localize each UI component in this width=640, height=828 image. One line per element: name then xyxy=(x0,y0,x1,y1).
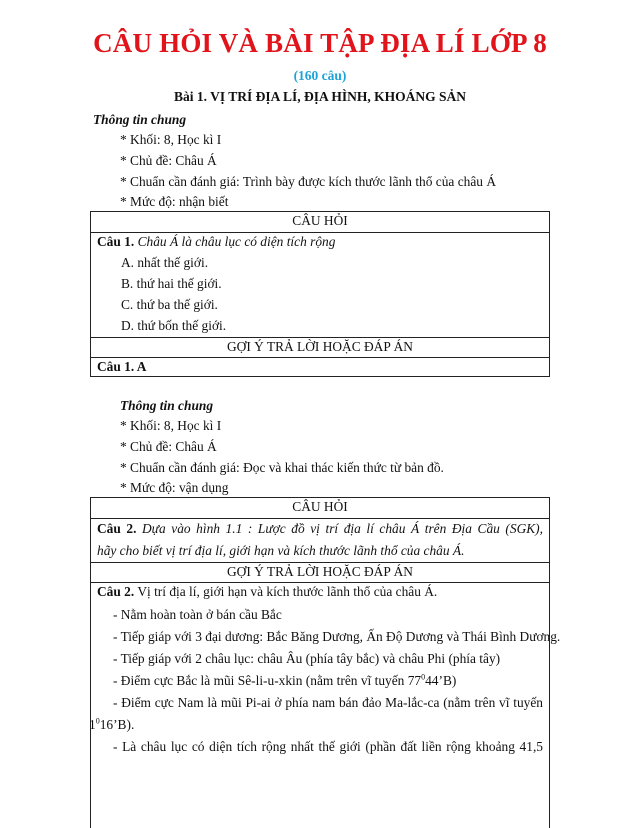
answer-label-2: Câu 2. xyxy=(97,584,135,599)
info-topic-2: * Chủ đề: Châu Á xyxy=(120,439,217,454)
option-d: D. thứ bốn thế giới. xyxy=(121,318,227,333)
question-1 xyxy=(97,233,543,251)
info-heading-2: Thông tin chung xyxy=(120,398,214,413)
question-label-1: Câu 1. xyxy=(97,234,135,249)
answer-2-intro: Câu 2. Vị trí địa lí, giới hạn và kích thước lãnh thổ của châu Á. xyxy=(97,584,438,599)
question-text-1: Châu Á là châu lục có diện tích rộng xyxy=(137,234,336,249)
option-a: A. nhất thế giới. xyxy=(121,255,209,270)
question-box-1 xyxy=(90,211,550,377)
answer-point-oceans: - Tiếp giáp với 3 đại dương: Bắc Băng Dương, Ấn Độ Dương và Thái Bình Dương. xyxy=(113,629,561,644)
question-2-line-2 xyxy=(97,542,543,560)
question-count: (160 câu) xyxy=(293,68,347,83)
answer-point-south-line-2: $1^016’B$). xyxy=(89,716,135,732)
answer-point-area: - Là châu lục có diện tích rộng nhất thế giới (phần đất liền rộng khoảng 41,5 xyxy=(113,739,543,754)
info-level-1: * Mức độ: nhận biết xyxy=(120,194,229,209)
info-grade-1: * Khối: 8, Học kì I xyxy=(120,132,222,147)
question-header-2: CÂU HỎI xyxy=(292,499,348,514)
answer-point-north: - Điểm cực Bắc là mũi Sê-li-u-xkin (nằm trên vĩ tuyến $77^044’B$) xyxy=(113,672,457,688)
option-c: C. thứ ba thế giới. xyxy=(121,297,218,312)
info-standard-2: * Chuẩn cần đánh giá: Đọc và khai thác kiến thức từ bản đồ. xyxy=(120,460,444,475)
info-standard-1: * Chuẩn cần đánh giá: Trình bày được kích thước lãnh thổ của châu Á xyxy=(120,174,497,189)
question-box-2 xyxy=(89,497,561,828)
document-title: CÂU HỎI VÀ BÀI TẬP ĐỊA LÍ LỚP 8 xyxy=(93,28,547,58)
question-text-2a: Dựa vào hình 1.1 : Lược đồ vị trí địa lí châu Á trên Địa Cầu (SGK), xyxy=(142,521,543,536)
answer-point-south-line-1: - Điểm cực Nam là mũi Pi-ai ở phía nam bán đảo Ma-lắc-ca (nằm trên vĩ tuyến xyxy=(113,695,543,710)
answer-header-2: GỢI Ý TRẢ LỜI HOẶC ĐÁP ÁN xyxy=(227,564,413,579)
answer-header-1: GỢI Ý TRẢ LỜI HOẶC ĐÁP ÁN xyxy=(227,339,413,354)
answer-point-continents: - Tiếp giáp với 2 châu lục: châu Âu (phía tây bắc) và châu Phi (phía tây) xyxy=(113,651,501,666)
info-level-2: * Mức độ: vận dụng xyxy=(120,480,229,495)
option-b: B. thứ hai thế giới. xyxy=(121,276,222,291)
divider xyxy=(91,518,549,519)
info-grade-2: * Khối: 8, Học kì I xyxy=(120,418,222,433)
question-header-1: CÂU HỎI xyxy=(292,213,348,228)
question-text-2b: hãy cho biết vị trí địa lí, giới hạn và kích thước lãnh thổ của châu Á. xyxy=(97,543,465,558)
question-2-line-1 xyxy=(97,520,543,538)
answer-1: Câu 1. A xyxy=(97,359,147,374)
question-label-2: Câu 2. xyxy=(97,521,137,536)
info-heading-1: Thông tin chung xyxy=(93,112,187,127)
info-topic-1: * Chủ đề: Châu Á xyxy=(120,153,217,168)
lesson-title: Bài 1. VỊ TRÍ ĐỊA LÍ, ĐỊA HÌNH, KHOÁNG SẢN xyxy=(173,89,467,104)
answer-point-hemisphere: - Nằm hoàn toàn ở bán cầu Bắc xyxy=(113,607,282,622)
